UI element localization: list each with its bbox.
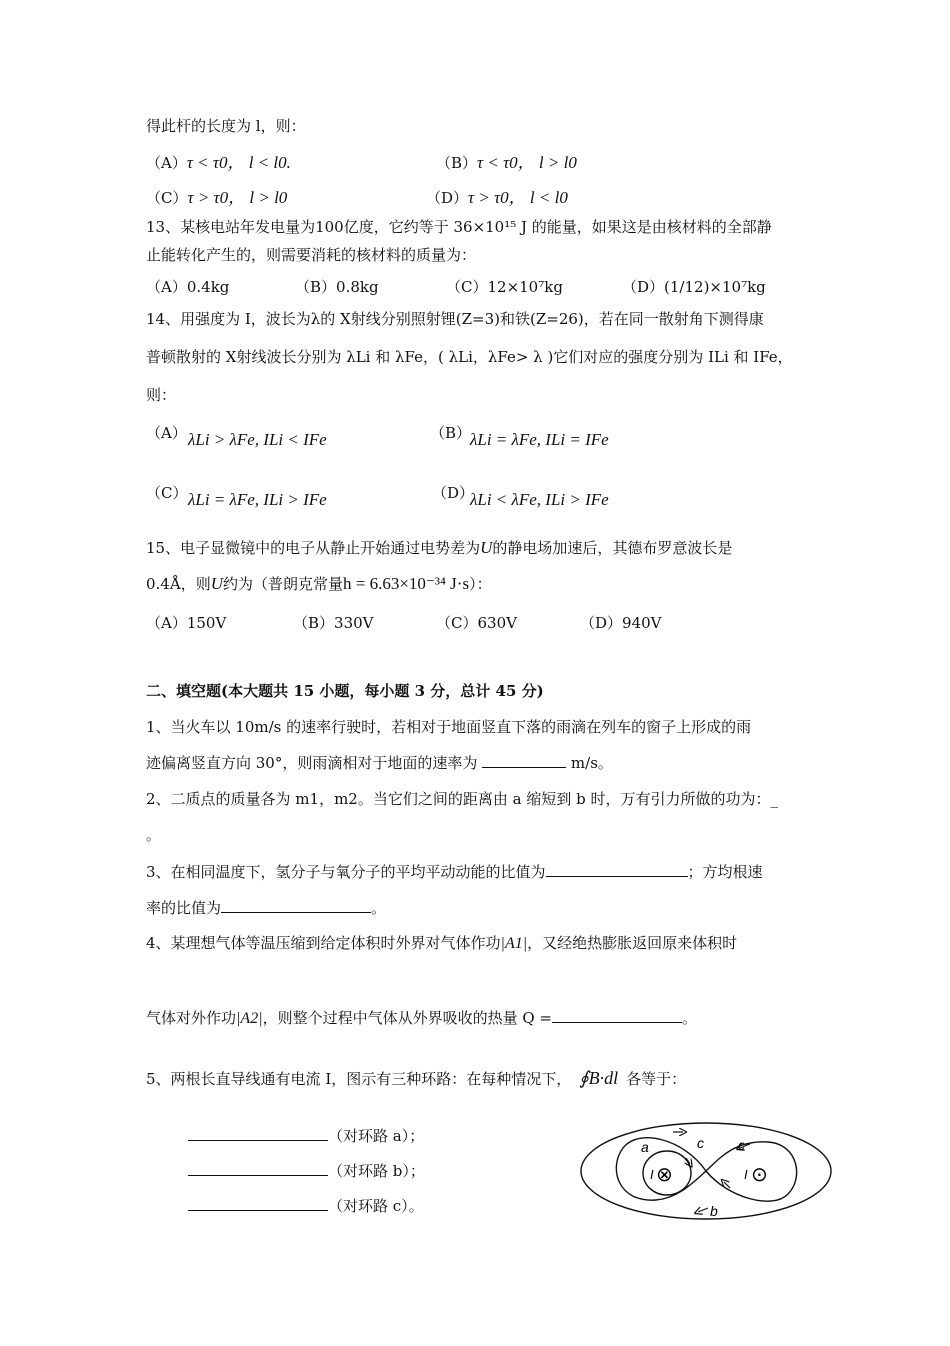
section2-heading: 二、填空题(本大题共 15 小题，每小题 3 分，总计 45 分)	[146, 682, 544, 700]
q12-option-a-math: τ < τ0， l < l0.	[186, 153, 291, 172]
q15-line2	[146, 574, 492, 594]
loop-b-arrow	[698, 1208, 708, 1212]
q13-option-b: （B）0.8kg	[295, 278, 379, 296]
f5-line-integral: ∮B·dl	[579, 1068, 619, 1088]
f5-answer-c-label: （对环路 c）。	[328, 1197, 424, 1215]
f1-line1: 1、当火车以 10m/s 的速率行驶时，若相对于地面竖直下落的雨滴在列车的窗子上形成的雨	[146, 718, 752, 736]
f4-line2-b: ，则整个过程中气体从外界吸收的热量 Q =	[262, 1009, 552, 1027]
f3-line2	[146, 898, 386, 917]
f5-line1	[146, 1068, 686, 1090]
label-b: b	[710, 1203, 718, 1219]
f1-line2	[146, 753, 613, 772]
q14-option-c-label: （C）	[146, 484, 188, 502]
f2-line2: 。	[146, 826, 162, 844]
q15-line2-c: ）：	[469, 575, 492, 593]
q15-planck-constant: h = 6.63×10⁻³⁴ J·s	[343, 574, 470, 593]
q14-option-b-math: λLi = λFe, ILi = IFe	[470, 430, 609, 449]
q14-option-c-math: λLi = λFe, ILi > IFe	[188, 490, 327, 509]
f4-answer-blank[interactable]	[552, 1008, 682, 1023]
f3-line1	[146, 862, 763, 881]
q13-option-d: （D）(1/12)×10⁷kg	[622, 278, 766, 296]
q14-option-b	[430, 422, 471, 443]
q14-option-a	[146, 422, 187, 443]
q14-option-a-label: （A）	[146, 424, 187, 442]
q14-line1: 14、用强度为 I，波长为λ的 X射线分别照射锂(Z=3)和铁(Z=26)，若在同一散射角下测得康	[146, 310, 764, 328]
f4-line2-c: 。	[682, 1009, 698, 1027]
f1-answer-blank[interactable]	[482, 753, 566, 768]
label-c-left: c	[697, 1135, 704, 1151]
label-c-right: c	[738, 1137, 745, 1153]
q15-option-c: （C）630V	[436, 614, 517, 632]
q13-option-c: （C）12×10⁷kg	[446, 278, 563, 296]
q15-var-u: U	[480, 538, 493, 557]
q12-option-b-label: （B）	[436, 154, 478, 172]
q14-line2: 普顿散射的 X射线波长分别为 λLi 和 λFe，( λLi，λFe> λ )它们对应的强度分别为 ILi 和 IFe，	[146, 348, 793, 366]
f3-line1-b: ；方均根速	[687, 863, 763, 881]
f3-line1-a: 3、在相同温度下，氢分子与氧分子的平均平动动能的比值为	[146, 863, 546, 881]
f5-answer-b-row	[188, 1161, 425, 1180]
f5-answer-blank-b[interactable]	[188, 1161, 328, 1176]
q15-option-b: （B）330V	[293, 614, 374, 632]
q14-option-c	[146, 482, 187, 503]
q14-option-a-math: λLi > λFe, ILi < IFe	[188, 430, 327, 449]
q12-option-b	[436, 148, 577, 173]
q12-option-a	[146, 148, 291, 173]
f3-line2-a: 率的比值为	[146, 899, 222, 917]
q15-line1-b: 的静电场加速后，其德布罗意波长是	[492, 539, 733, 557]
q12-tail: 得此杆的长度为 l，则：	[146, 117, 306, 135]
current-into-icon: ⊗	[656, 1162, 673, 1186]
q12-option-c-label: （C）	[146, 189, 188, 207]
f3-line2-b: 。	[371, 899, 387, 917]
label-a: a	[641, 1139, 649, 1155]
f5-line1-a: 5、两根长直导线通有电流 I，图示有三种环路：在每种情况下，	[146, 1070, 572, 1088]
f4-line1	[146, 934, 737, 953]
f4-work-a1: |A1|	[500, 935, 528, 952]
f5-line1-b: 各等于：	[626, 1070, 687, 1088]
f5-answer-a-row	[188, 1126, 424, 1145]
q14-option-b-label: （B）	[430, 424, 472, 442]
f4-line1-a: 4、某理想气体等温压缩到给定体积时外界对气体作功	[146, 934, 501, 952]
q15-var-u2: U	[210, 574, 223, 593]
q14-option-d-math: λLi < λFe, ILi > IFe	[470, 490, 609, 509]
q13-line1: 13、某核电站年发电量为100亿度，它约等于 36×10¹⁵ J 的能量，如果这是由核材料的全部静	[146, 218, 772, 236]
f5-answer-blank-a[interactable]	[188, 1126, 328, 1141]
q12-option-c	[146, 183, 287, 208]
f3-answer-blank-2[interactable]	[221, 898, 371, 913]
q15-option-d: （D）940V	[580, 614, 662, 632]
q12-option-b-math: τ < τ0， l > l0	[477, 153, 577, 172]
q13-line2: 止能转化产生的，则需要消耗的核材料的质量为：	[146, 246, 477, 264]
loop-figure	[578, 1118, 834, 1224]
q12-option-d	[426, 183, 568, 208]
f1-line2-a: 迹偏离竖直方向 30°，则雨滴相对于地面的速率为	[146, 754, 478, 772]
current-out-icon: ⊙	[751, 1162, 768, 1186]
q14-option-d	[432, 482, 474, 503]
q12-option-c-math: τ > τ0， l > l0	[187, 188, 288, 207]
f4-line2-a: 气体对外作功	[146, 1009, 237, 1027]
q12-option-a-label: （A）	[146, 154, 187, 172]
q14-line3: 则：	[146, 386, 177, 404]
q12-option-d-math: τ > τ0， l < l0	[468, 188, 568, 207]
q15-line1-a: 15、电子显微镜中的电子从静止开始通过电势差为	[146, 539, 481, 557]
f5-answer-b-label: （对环路 b）；	[328, 1162, 425, 1180]
q12-option-d-label: （D）	[426, 189, 469, 207]
q15-line2-a: 0.4Å，则	[146, 575, 211, 593]
f3-answer-blank-1[interactable]	[546, 862, 688, 877]
q15-line2-b: 约为（普朗克常量	[222, 575, 343, 593]
f5-answer-blank-c[interactable]	[188, 1196, 328, 1211]
f5-answer-a-label: （对环路 a）；	[328, 1127, 425, 1145]
q15-line1	[146, 538, 732, 558]
f2-line1: 2、二质点的质量各为 m1，m2。当它们之间的距离由 a 缩短到 b 时，万有引力所做的功为：_	[146, 790, 778, 808]
f5-answer-c-row	[188, 1196, 424, 1215]
f1-line2-b: m/s。	[570, 754, 613, 772]
q15-option-a: （A）150V	[146, 614, 227, 632]
q13-option-a: （A）0.4kg	[146, 278, 230, 296]
f4-line2	[146, 1008, 697, 1028]
q14-option-d-label: （D）	[432, 484, 475, 502]
label-i-right: I	[744, 1167, 748, 1182]
f4-line1-b: ，又经绝热膨胀返回原来体积时	[527, 934, 738, 952]
label-i-left: I	[650, 1167, 654, 1182]
f4-work-a2: |A2|	[236, 1010, 263, 1027]
